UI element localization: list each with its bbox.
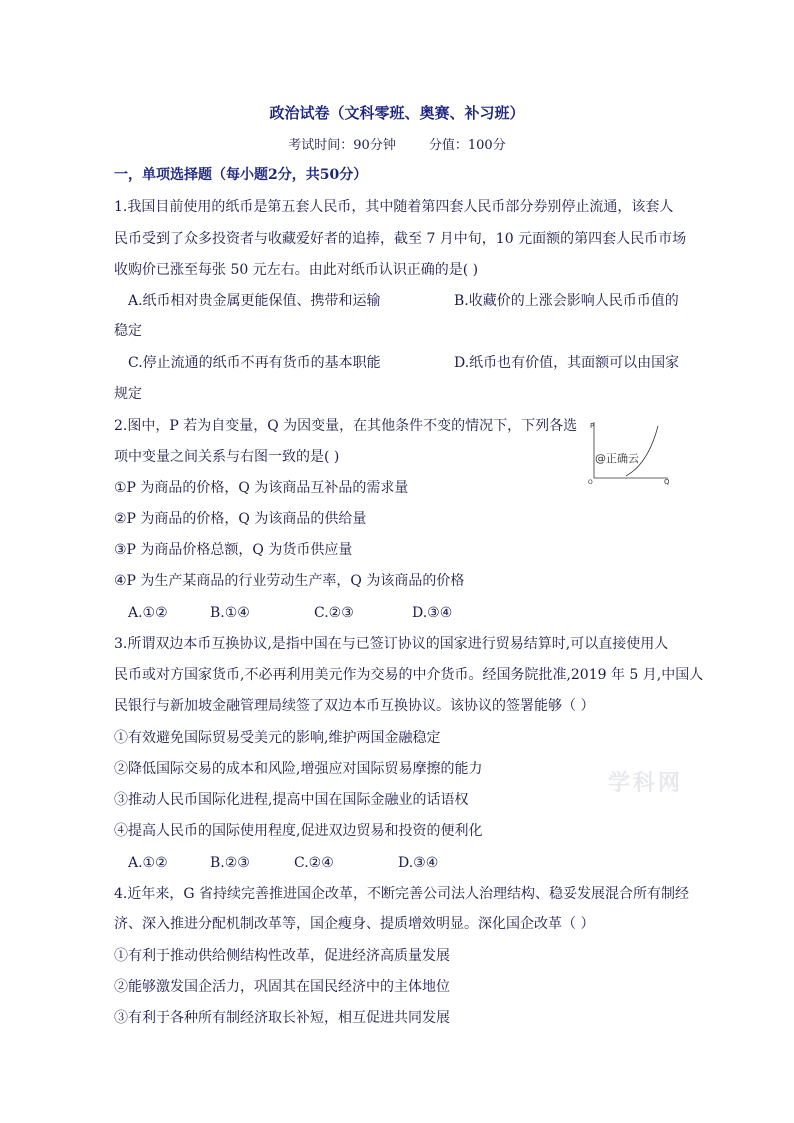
- q3-item-3: ③推动人民币国际化进程,提高中国在国际金融业的话语权: [114, 792, 469, 808]
- q4-line-2: 济、深入推进分配机制改革等，国企瘦身、提质增效明显。深化国企改革（ ）: [114, 916, 595, 932]
- q2-answer-c: C.②③: [314, 605, 354, 621]
- section-heading: 一，单项选择题（每小题2分，共50分）: [114, 167, 368, 183]
- q1-option-c: C.停止流通的纸币不再有货币的基本职能: [128, 355, 381, 371]
- q2-item-2: ②P 为商品的价格，Q 为该商品的供给量: [114, 511, 367, 527]
- q3-line-1: 3.所谓双边本币互换协议,是指中国在与已签订协议的国家进行贸易结算时,可以直接使用人: [114, 636, 669, 652]
- q2-item-3: ③P 为商品价格总额，Q 为货币供应量: [114, 542, 353, 558]
- q4-item-3: ③有利于各种所有制经济取长补短，相互促进共同发展: [114, 1010, 450, 1026]
- q3-answer-c: C.②④: [294, 855, 334, 871]
- graph-origin-label: O: [588, 479, 593, 486]
- q1-line-2: 民币受到了众多投资者与收藏爱好者的追捧，截至 7 月中旬，10 元面额的第四套人民币市场: [114, 231, 687, 247]
- q1-line-3: 收购价已涨至每张 50 元左右。由此对纸币认识正确的是( ): [114, 262, 479, 278]
- q2-answer-b: B.①④: [210, 605, 250, 621]
- q1-option-d-cont: 规定: [114, 386, 142, 402]
- graph-x-label: Q: [664, 478, 670, 486]
- q2-item-1: ①P 为商品的价格，Q 为该商品互补品的需求量: [114, 480, 409, 496]
- q3-line-3: 民银行与新加坡金融管理局续签了双边本币互换协议。该协议的签署能够（ ）: [114, 698, 595, 714]
- q3-item-1: ①有效避免国际贸易受美元的影响,维护两国金融稳定: [114, 730, 441, 746]
- q2-line-2: 项中变量之间关系与右图一致的是( ): [114, 449, 340, 465]
- q2-graph: [586, 416, 674, 486]
- graph-curve: [626, 426, 658, 476]
- q1-line-1: 1.我国目前使用的纸币是第五套人民币，其中随着第四套人民币部分券别停止流通，该套人: [114, 199, 674, 215]
- q1-option-a: A.纸币相对贵金属更能保值、携带和运输: [128, 293, 381, 309]
- q2-answer-a: A.①②: [128, 605, 168, 621]
- q1-option-b-cont: 稳定: [114, 323, 142, 339]
- q1-option-d: D.纸币也有价值，其面额可以由国家: [454, 355, 680, 371]
- q1-option-b: B.收藏价的上涨会影响人民币币值的: [454, 293, 679, 309]
- watermark: 学科网: [608, 770, 684, 796]
- q2-item-4: ④P 为生产某商品的行业劳动生产率，Q 为该商品的价格: [114, 573, 465, 589]
- q3-line-2: 民币或对方国家货币,不必再利用美元作为交易的中介货币。经国务院批准,2019 年 5 月,中国人: [114, 667, 704, 683]
- q4-line-1: 4.近年来，G 省持续完善推进国企改革，不断完善公司法人治理结构、稳妥发展混合所有制经: [114, 886, 689, 902]
- graph-y-label: P: [590, 422, 595, 430]
- q3-answer-d: D.③④: [398, 855, 439, 871]
- exam-title: 政治试卷（文科零班、奥赛、补习班）: [269, 104, 525, 122]
- q3-answer-a: A.①②: [128, 855, 168, 871]
- q4-item-1: ①有利于推动供给侧结构性改革，促进经济高质量发展: [114, 948, 450, 964]
- q3-answer-b: B.②③: [210, 855, 250, 871]
- q3-item-4: ④提高人民币的国际使用程度,促进双边贸易和投资的便利化: [114, 823, 483, 839]
- q2-line-1: 2.图中，P 若为自变量，Q 为因变量，在其他条件不变的情况下，下列各选: [114, 418, 578, 434]
- q4-item-2: ②能够激发国企活力，巩固其在国民经济中的主体地位: [114, 979, 450, 995]
- q2-answer-d: D.③④: [412, 605, 453, 621]
- exam-subtitle: 考试时间：90分钟 分值：100分: [288, 138, 506, 153]
- q3-item-2: ②降低国际交易的成本和风险,增强应对国际贸易摩擦的能力: [114, 761, 483, 777]
- graph-stamp: @正确云: [595, 452, 639, 465]
